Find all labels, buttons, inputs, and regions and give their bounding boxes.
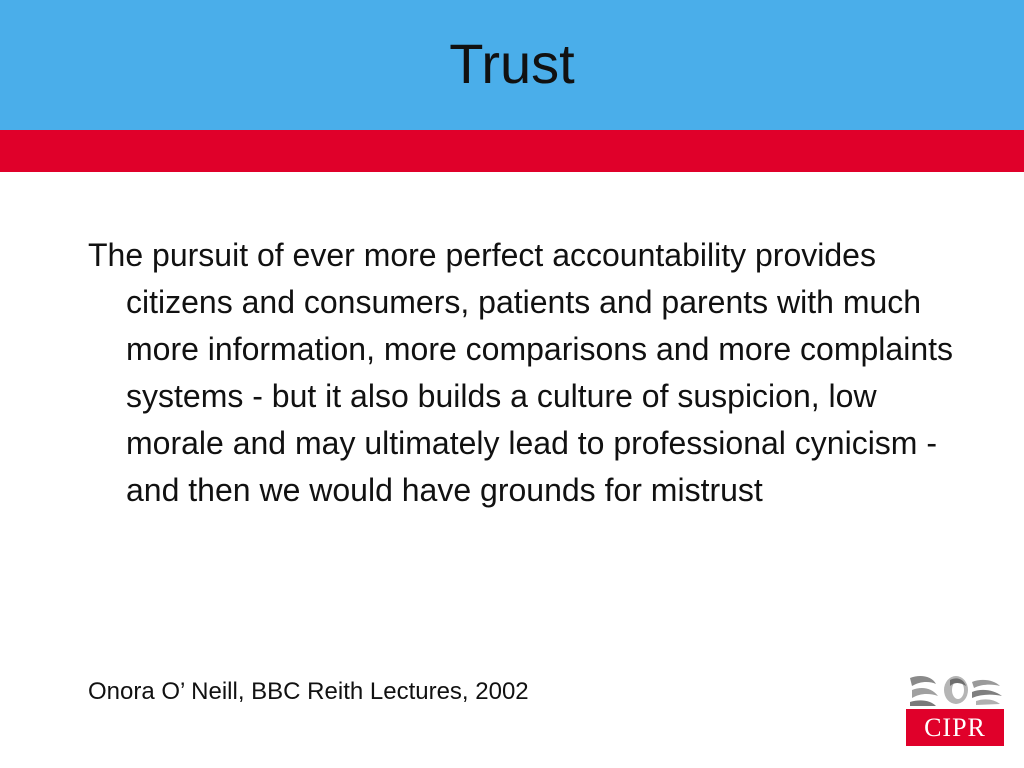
accent-bar xyxy=(0,130,1024,172)
logo-red-box xyxy=(906,709,1004,746)
slide-title: Trust xyxy=(449,32,575,95)
quote-text: The pursuit of ever more perfect accountability provides citizens and consumers, patients and parents with much more information, more comparisons and more complaints systems - but it also builds a culture of suspicion, low morale and may ultimately lead to professional cynicism - and then we would have grounds for mistrust xyxy=(88,237,953,508)
attribution-text: Onora O’ Neill, BBC Reith Lectures, 2002 xyxy=(88,678,529,705)
logo-text: CIPR xyxy=(924,713,986,742)
cipr-logo xyxy=(906,672,1004,746)
logo-graphic-icon xyxy=(906,672,1004,708)
